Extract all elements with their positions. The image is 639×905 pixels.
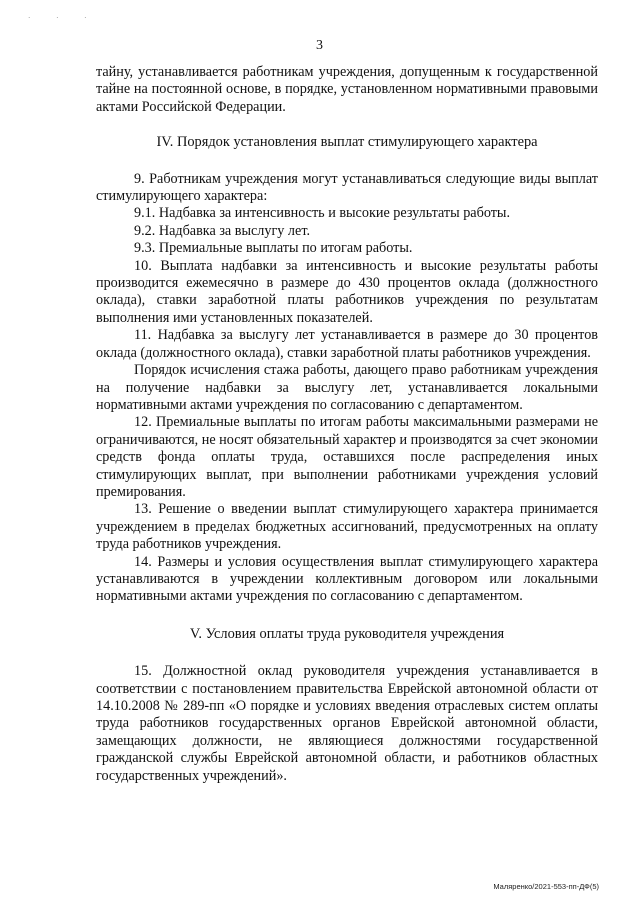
footer-document-code: Маляренко/2021-553-пп-ДФ(5) xyxy=(493,882,599,891)
paragraph-10: 10. Выплата надбавки за интенсивность и высокие результаты работы производится ежемесячно в размере до 430 процентов оклада (должностного оклада), ставки заработной платы работников учреждения по результатам выполнения ими установленных показателей. xyxy=(96,257,598,326)
paragraph-12: 12. Премиальные выплаты по итогам работы максимальными размерами не ограничиваются, не носят обязательный характер и производятся за счет экономии средств фонда оплаты труда, оставшихся после распределения иных стимулирующих выплат, при выполнении работниками учреждения условий премирования. xyxy=(96,414,599,500)
paragraph-13: 13. Решение о введении выплат стимулирующего характера принимается учреждением в пределах бюджетных ассигнований, предусмотренных на оплату труда работников учреждения. xyxy=(96,501,598,553)
scan-specks: · · · xyxy=(28,14,99,22)
paragraph-11-order: Порядок исчисления стажа работы, дающего право работникам учреждения на получение надбавки за выслугу лет, устанавливается локальными нормативными актами учреждения по согласованию с департаментом. xyxy=(96,362,598,413)
page-number: 3 xyxy=(316,38,323,53)
paragraph-14: 14. Размеры и условия осуществления выплат стимулирующего характера устанавливаются в учреждении коллективным договором или локальными нормативными актами учреждения по согласованию с департаментом. xyxy=(96,553,598,605)
paragraph-9-3: 9.3. Премиальные выплаты по итогам работы. xyxy=(134,240,413,257)
paragraph-11: 11. Надбавка за выслугу лет устанавливается в размере до 30 процентов оклада (должностного оклада), ставки заработной платы работников учреждения. xyxy=(96,327,598,361)
paragraph-15: 15. Должностной оклад руководителя учреждения устанавливается в соответствии с постановлением правительства Еврейской автономной области от 14.10.2008 № 289-пп «О порядке и условиях введения отраслевых систем оплаты труда работников государственных органов Еврейской автономной области, замещающих должности, не являющиеся должностями государственной гражданской службы Еврейской автономной области, и работников областных государственных учреждений». xyxy=(96,663,598,784)
paragraph-9: 9. Работникам учреждения могут устанавливаться следующие виды выплат стимулирующего характера: xyxy=(96,170,598,205)
paragraph-9-2: 9.2. Надбавка за выслугу лет. xyxy=(134,222,310,239)
paragraph-9-1: 9.1. Надбавка за интенсивность и высокие результаты работы. xyxy=(134,205,511,222)
document-body xyxy=(96,64,598,785)
section-heading-v: V. Условия оплаты труда руководителя учреждения xyxy=(189,625,505,642)
paragraph-continuation: тайну, устанавливается работникам учреждения, допущенным к государственной тайне на постоянной основе, в порядке, установленном нормативными правовыми актами Российской Федерации. xyxy=(96,64,598,115)
section-heading-iv: IV. Порядок установления выплат стимулирующего характера xyxy=(156,134,538,151)
